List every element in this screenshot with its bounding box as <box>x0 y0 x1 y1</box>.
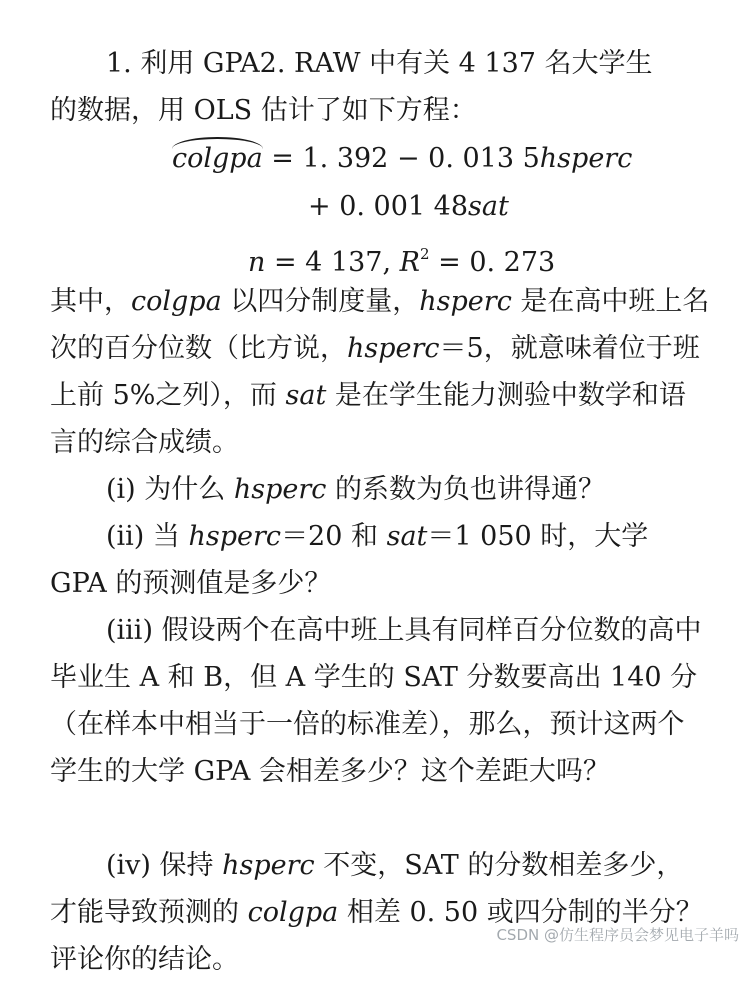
question-2 <box>50 513 710 607</box>
stat-n: n <box>248 247 266 278</box>
question-3 <box>50 607 710 795</box>
question-4 <box>50 842 710 983</box>
desc-text-4: ＝5，就意味着位于班上前 5%之列），而 <box>50 333 700 411</box>
stat-r: R <box>399 247 420 278</box>
equation-eq-sign: = <box>262 143 303 174</box>
q3-text: (iii) 假设两个在高中班上具有同样百分位数的高中毕业生 A 和 B，但 A 学生的 SAT 分数要高出 140 分（在样本中相当于一倍的标准差），那么，预计这两个学生的大学 GPA 会相差多少？这个差距大吗？ <box>50 615 702 787</box>
q1-text-b: 的系数为负也讲得通？ <box>326 474 606 505</box>
desc-var-sat: sat <box>285 380 327 411</box>
equation-lhs: colgpa <box>172 135 263 182</box>
q1-text-a: (i) 为什么 <box>106 474 234 505</box>
desc-text-1: 其中， <box>50 286 131 317</box>
equation-var-hsperc: hsperc <box>539 143 633 174</box>
equation-rhs-2: + 0. 001 48 <box>308 191 469 222</box>
desc-var-colgpa: colgpa <box>131 286 222 317</box>
q4-text-b: 不变，SAT 的分数相差多少，才能导致预测的 <box>50 850 684 928</box>
csdn-watermark: CSDN @仿生程序员会梦见电子羊吗 <box>496 926 739 944</box>
stat-r-value: = 0. 273 <box>429 247 556 278</box>
q2-text-a: (ii) 当 <box>106 521 189 552</box>
question-1 <box>50 466 710 513</box>
q2-text-c: ＝1 050 时，大学 GPA 的预测值是多少？ <box>50 521 649 599</box>
q2-text-b: ＝20 和 <box>281 521 387 552</box>
q1-var: hsperc <box>233 474 327 505</box>
q4-var-colgpa: colgpa <box>247 897 339 928</box>
equation-line-1 <box>172 135 632 182</box>
desc-text-2: 以四分制度量， <box>221 286 420 317</box>
q2-var-sat: sat <box>386 521 428 552</box>
intro-line-2: 的数据，用 OLS 估计了如下方程： <box>50 95 477 126</box>
equation-rhs-1: 1. 392 − 0. 013 5 <box>302 143 540 174</box>
q4-var-hsperc: hsperc <box>222 850 315 881</box>
desc-var-hsperc-2: hsperc <box>347 333 440 364</box>
desc-var-hsperc: hsperc <box>419 286 512 317</box>
equation-var-sat: sat <box>468 191 509 222</box>
intro-line-1: 1. 利用 GPA2. RAW 中有关 4 137 名大学生 <box>106 48 653 79</box>
q4-text-c: 相差 0. 50 或四分制的半分？评论你的结论。 <box>50 897 703 975</box>
q2-var-hsperc: hsperc <box>188 521 282 552</box>
intro-paragraph <box>50 40 710 134</box>
desc-text-5: 是在学生能力测验中数学和语言的综合成绩。 <box>50 380 686 458</box>
stat-n-value: = 4 137, <box>265 247 400 278</box>
desc-text-3: 是在高中班上名次的百分位数（比方说， <box>50 286 710 364</box>
description-paragraph <box>50 278 710 466</box>
stat-r-exponent: 2 <box>419 245 430 263</box>
equation-line-2 <box>308 183 509 230</box>
q4-text-a: (iv) 保持 <box>106 850 223 881</box>
